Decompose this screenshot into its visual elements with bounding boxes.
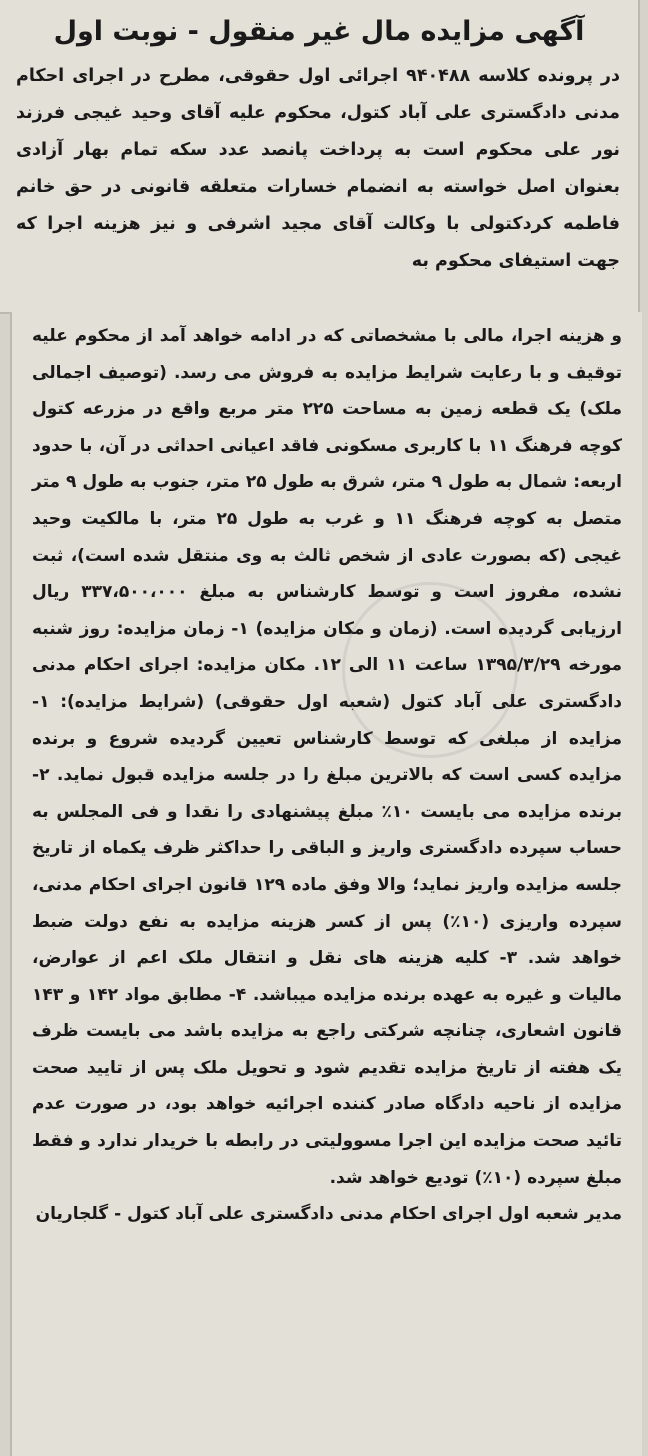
notice-clip-top xyxy=(0,0,640,314)
notice-paragraph-main: و هزینه اجرا، مالی با مشخصاتی که در ادامه خواهد آمد از محکوم علیه توقیف و با رعایت شرایط مزایده به فروش می رسد. (توصیف اجمالی ملک) یک قطعه زمین به مساحت ۲۲۵ متر مربع واقع در مزرعه کتول کوچه فرهنگ ۱۱ با کاربری مسکونی فاقد اعیانی احداثی در آن، با حدود اربعه: شمال به طول ۹ متر، شرق به طول ۲۵ متر، جنوب به طول ۹ متر متصل به کوچه فرهنگ ۱۱ و غرب به طول ۲۵ متر، با مالکیت وحید غیجی (که بصورت عادی از شخص ثالث به وی منتقل شده است)، ثبت نشده، مفروز است و توسط کارشناس به مبلغ ۳۳۷،۵۰۰،۰۰۰ ریال ارزیابی گردیده است. (زمان و مکان مزایده) ۱- زمان مزایده: روز شنبه مورخه ۱۳۹۵/۳/۲۹ ساعت ۱۱ الی ۱۲. مکان مزایده: اجرای احکام مدنی دادگستری علی آباد کتول (شعبه اول حقوقی) (شرایط مزایده): ۱- مزایده از مبلغی که توسط کارشناس تعیین گردیده شروع و برنده مزایده کسی است که بالاترین مبلغ را در جلسه مزایده قبول نماید. ۲- برنده مزایده می بایست ۱۰٪ مبلغ پیشنهادی را نقدا و فی المجلس به حساب سپرده دادگستری واریز و الباقی را حداکثر ظرف یکماه از تاریخ جلسه مزایده واریز نماید؛ والا وفق ماده ۱۲۹ قانون اجرای احکام مدنی، سپرده واریزی (۱۰٪) پس از کسر هزینه مزایده به نفع دولت ضبط خواهد شد. ۳- کلیه هزینه های نقل و انتقال ملک اعم از عوارض، مالیات و غیره به عهده برنده مزایده میباشد. ۴- مطابق مواد ۱۴۲ و ۱۴۳ قانون اشعاری، چنانچه شرکتی راجع به مزایده باشد می بایست ظرف یک هفته از تاریخ مزایده تقدیم شود و تحویل ملک پس از تایید صحت مزایده از ناحیه دادگاه صادر کننده اجرائیه خواهد بود، در صورت عدم تائید صحت مزایده این اجرا مسوولیتی در رابطه با خریدار ندارد و فقط مبلغ سپرده (۱۰٪) تودیع خواهد شد. xyxy=(32,326,623,1188)
notice-paragraph-top: در پرونده کلاسه ۹۴۰۴۸۸ اجرائی اول حقوقی، مطرح در اجرای احکام مدنی دادگستری علی آباد کتول، محکوم علیه آقای وحید غیجی فرزند نور علی محکوم است به پرداخت پانصد عدد سکه تمام بهار آزادی بعنوان اصل خواسته به انضمام خسارات متعلقه قانونی در حق خانم فاطمه کردکتولی با وکالت آقای مجید اشرفی و نیز هزینه اجرا که جهت استیفای محکوم به xyxy=(16,66,620,271)
notice-clip-bottom xyxy=(10,312,642,1456)
notice-signature: مدیر شعبه اول اجرای احکام مدنی دادگستری علی آباد کتول - گلجاریان xyxy=(35,1204,622,1225)
notice-title: آگهی مزایده مال غیر منقول - نوبت اول xyxy=(53,16,585,47)
